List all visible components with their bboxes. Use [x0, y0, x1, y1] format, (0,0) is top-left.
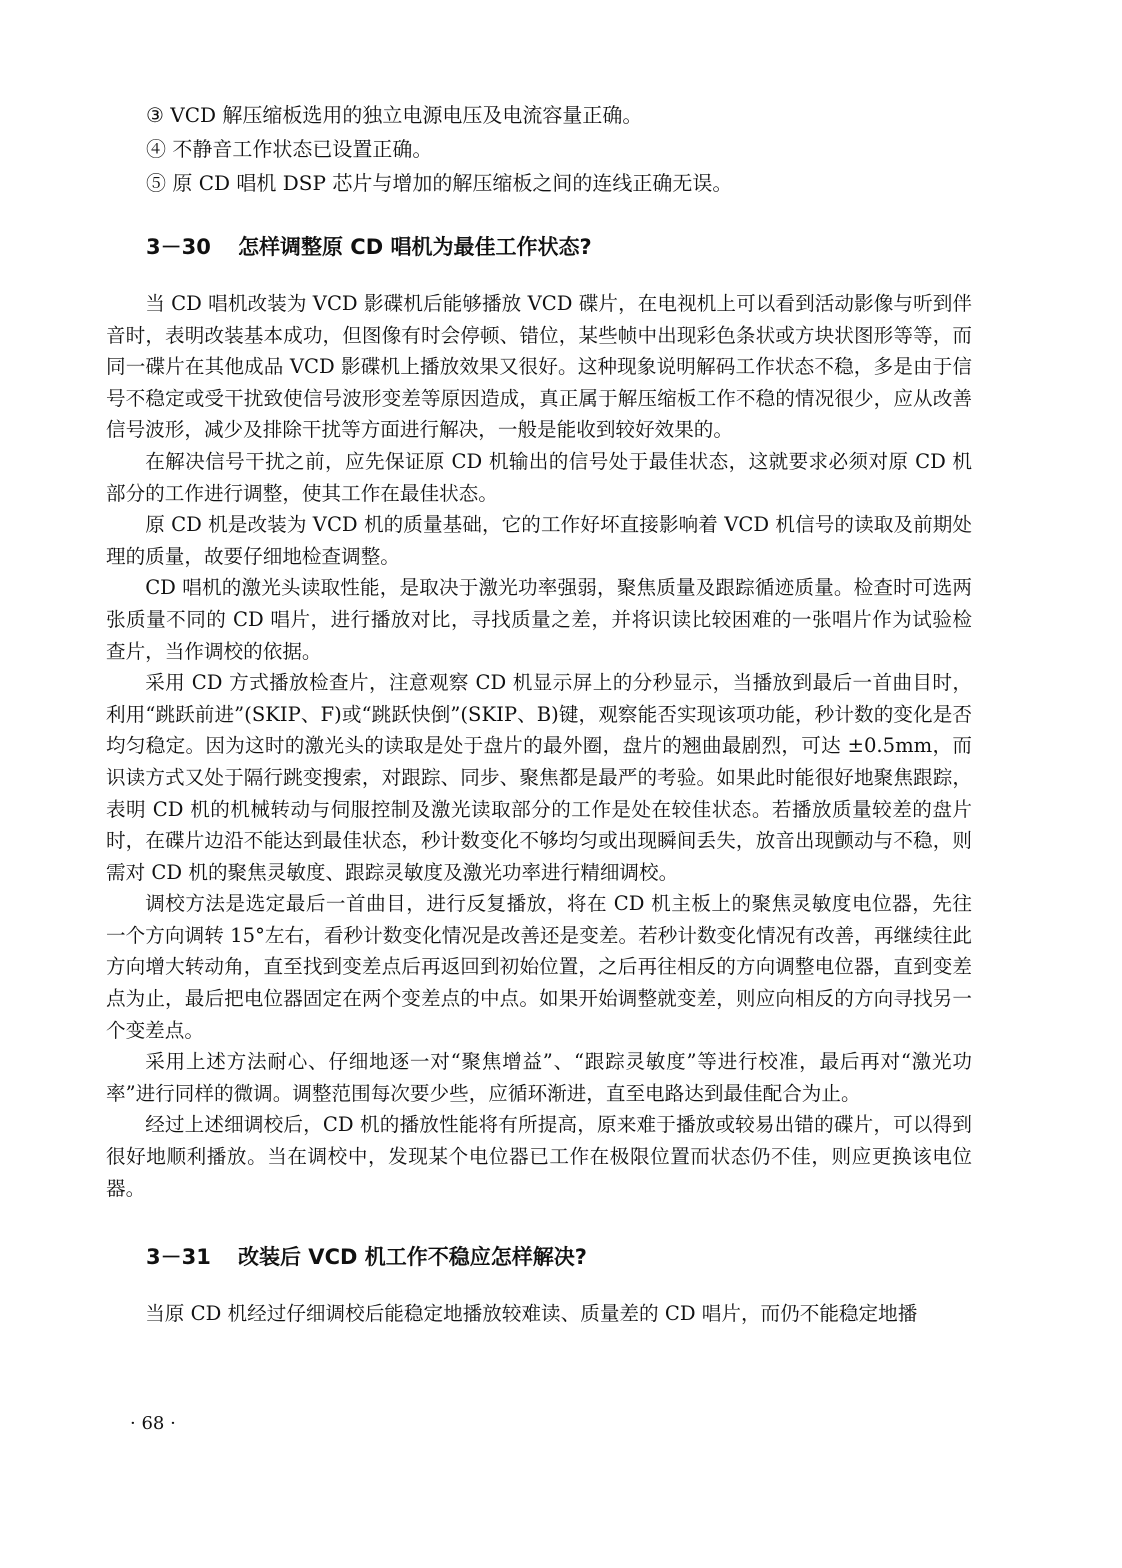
section-heading [106, 232, 972, 262]
list-item: ④ 不静音工作状态已设置正确。 [146, 137, 433, 161]
paragraph: 采用上述方法耐心、仔细地逐一对“聚焦增益”、“跟踪灵敏度”等进行校准，最后再对“激光功率”进行同样的微调。调整范围每次要少些，应循环渐进，直至电路达到最佳配合为止。 [106, 1050, 972, 1105]
paragraph: 采用 CD 方式播放检查片，注意观察 CD 机显示屏上的分秒显示，当播放到最后一首曲目时，利用“跳跃前进”(SKIP、F)或“跳跃快倒”(SKIP、B)键，观察能否实现该项功能，秒计数的变化是否均匀稳定。因为这时的激光头的读取是处于盘片的最外圈，盘片的翘曲最剧烈，可达 ±0.5mm，而识读方式又处于隔行跳变搜索，对跟踪、同步、聚焦都是最严的考验。如果此时能很好地聚焦跟踪，表明 CD 机的机械转动与伺服控制及激光读取部分的工作是处在较佳状态。若播放质量较差的盘片时，在碟片边沿不能达到最佳状态，秒计数变化不够均匀或出现瞬间丢失，放音出现颤动与不稳，则需对 CD 机的聚焦灵敏度、跟踪灵敏度及激光功率进行精细调校。 [106, 671, 972, 884]
section-heading [106, 1242, 972, 1272]
section-number: 3－30 [146, 235, 211, 259]
paragraph: 调校方法是选定最后一首曲目，进行反复播放，将在 CD 机主板上的聚焦灵敏度电位器，先往一个方向调转 15°左右，看秒计数变化情况是改善还是变差。若秒计数变化情况有改善，再继续往此方向增大转动角，直至找到变差点后再返回到初始位置，之后再往相反的方向调整电位器，直到变差点为止，最后把电位器固定在两个变差点的中点。如果开始调整就变差，则应向相反的方向寻找另一个变差点。 [106, 892, 972, 1042]
paragraph: 当 CD 唱机改装为 VCD 影碟机后能够播放 VCD 碟片，在电视机上可以看到活动影像与听到伴音时，表明改装基本成功，但图像有时会停顿、错位，某些帧中出现彩色条状或方块状图形等等，而同一碟片在其他成品 VCD 影碟机上播放效果又很好。这种现象说明解码工作状态不稳，多是由于信号不稳定或受干扰致使信号波形变差等原因造成，真正属于解压缩板工作不稳的情况很少，应从改善信号波形，减少及排除干扰等方面进行解决，一般是能收到较好效果的。 [106, 292, 972, 442]
paragraph: CD 唱机的激光头读取性能，是取决于激光功率强弱，聚焦质量及跟踪循迹质量。检查时可选两张质量不同的 CD 唱片，进行播放对比，寻找质量之差，并将识读比较困难的一张唱片作为试验检查片，当作调校的依据。 [106, 576, 972, 663]
paragraph: 在解决信号干扰之前，应先保证原 CD 机输出的信号处于最佳状态，这就要求必须对原 CD 机部分的工作进行调整，使其工作在最佳状态。 [106, 449, 972, 505]
paragraph: 原 CD 机是改装为 VCD 机的质量基础，它的工作好坏直接影响着 VCD 机信号的读取及前期处理的质量，故要仔细地检查调整。 [106, 513, 972, 568]
paragraph: 经过上述细调校后，CD 机的播放性能将有所提高，原来难于播放或较易出错的碟片，可以得到很好地顺利播放。当在调校中，发现某个电位器已工作在极限位置而状态仍不佳，则应更换该电位器。 [106, 1113, 972, 1200]
paragraph: 当原 CD 机经过仔细调校后能稳定地播放较难读、质量差的 CD 唱片，而仍不能稳定地播 [145, 1302, 918, 1326]
page-number: · 68 · [130, 1413, 176, 1434]
section-title: 改装后 VCD 机工作不稳应怎样解决? [238, 1245, 587, 1270]
list-item: ⑤ 原 CD 唱机 DSP 芯片与增加的解压缩板之间的连线正确无误。 [146, 171, 733, 195]
page-content [106, 98, 972, 1330]
section-number: 3－31 [146, 1245, 211, 1270]
section-title: 怎样调整原 CD 唱机为最佳工作状态? [238, 235, 592, 259]
list-item: ③ VCD 解压缩板选用的独立电源电压及电流容量正确。 [146, 103, 643, 127]
